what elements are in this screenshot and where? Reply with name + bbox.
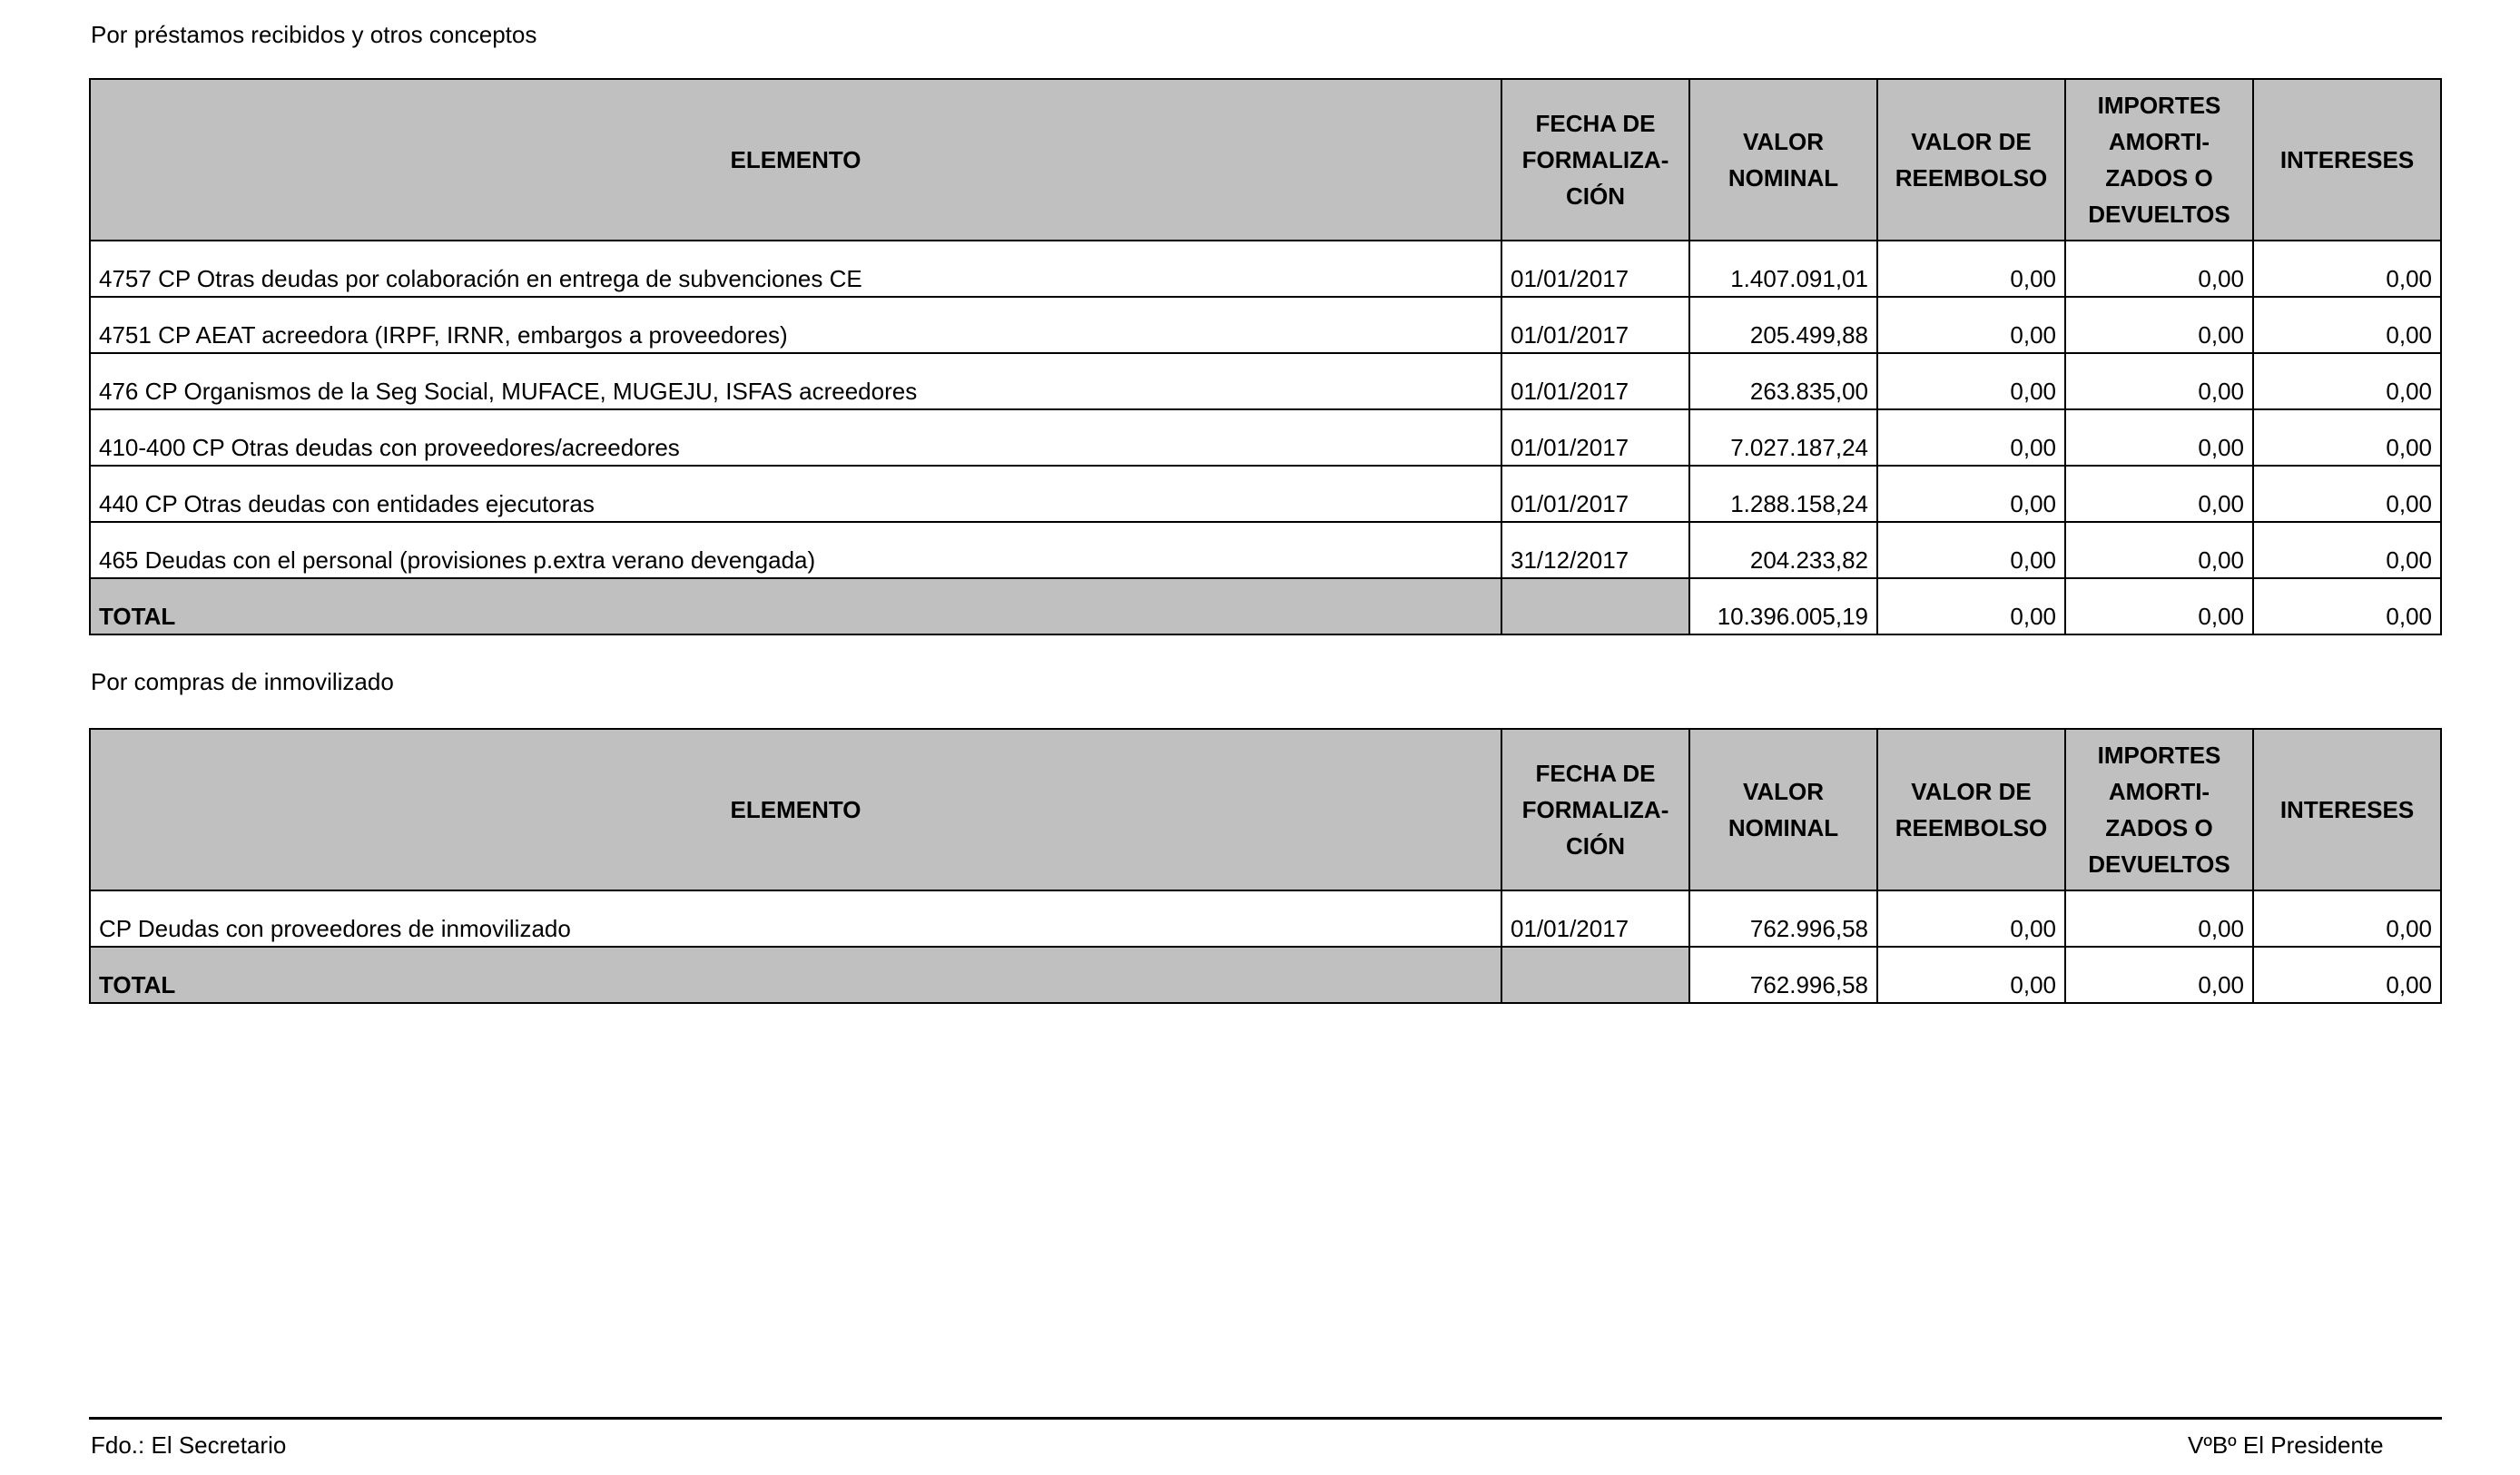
header-valor-reembolso: VALOR DE REEMBOLSO: [1877, 79, 2065, 241]
cell-intereses: 0,00: [2253, 297, 2441, 353]
cell-valor-reembolso: 0,00: [1877, 241, 2065, 297]
total-label: TOTAL: [90, 947, 1501, 1003]
cell-elemento: 476 CP Organismos de la Seg Social, MUFACE, MUGEJU, ISFAS acreedores: [90, 353, 1501, 409]
total-fecha-empty: [1501, 947, 1689, 1003]
cell-valor-reembolso: 0,00: [1877, 297, 2065, 353]
cell-elemento: 465 Deudas con el personal (provisiones p.extra verano devengada): [90, 522, 1501, 578]
cell-elemento: CP Deudas con proveedores de inmovilizado: [90, 890, 1501, 947]
cell-valor-nominal: 263.835,00: [1689, 353, 1877, 409]
cell-intereses: 0,00: [2253, 353, 2441, 409]
total-row: [90, 578, 2441, 634]
cell-valor-reembolso: 0,00: [1877, 522, 2065, 578]
header-intereses: INTERESES: [2253, 79, 2441, 241]
cell-intereses: 0,00: [2253, 409, 2441, 466]
cell-importes: 0,00: [2065, 241, 2253, 297]
signature-presidente: VºBº El Presidente: [2188, 1431, 2384, 1459]
total-importes: 0,00: [2065, 947, 2253, 1003]
cell-importes: 0,00: [2065, 466, 2253, 522]
cell-valor-nominal: 1.288.158,24: [1689, 466, 1877, 522]
cell-elemento: 4751 CP AEAT acreedora (IRPF, IRNR, embargos a proveedores): [90, 297, 1501, 353]
table-row: [90, 241, 2441, 297]
cell-fecha: 01/01/2017: [1501, 297, 1689, 353]
total-importes: 0,00: [2065, 578, 2253, 634]
cell-fecha: 01/01/2017: [1501, 890, 1689, 947]
table-row: [90, 466, 2441, 522]
loans-table: [89, 78, 2442, 635]
cell-intereses: 0,00: [2253, 466, 2441, 522]
section-caption-inmovilizado: Por compras de inmovilizado: [91, 668, 394, 695]
header-elemento: ELEMENTO: [90, 729, 1501, 890]
header-valor-reembolso: VALOR DE REEMBOLSO: [1877, 729, 2065, 890]
header-importes: IMPORTES AMORTI-ZADOS O DEVUELTOS: [2065, 79, 2253, 241]
cell-elemento: 4757 CP Otras deudas por colaboración en entrega de subvenciones CE: [90, 241, 1501, 297]
total-fecha-empty: [1501, 578, 1689, 634]
table-row: [90, 353, 2441, 409]
cell-valor-nominal: 762.996,58: [1689, 890, 1877, 947]
cell-intereses: 0,00: [2253, 522, 2441, 578]
cell-intereses: 0,00: [2253, 890, 2441, 947]
cell-valor-nominal: 1.407.091,01: [1689, 241, 1877, 297]
total-intereses: 0,00: [2253, 578, 2441, 634]
header-importes: IMPORTES AMORTI-ZADOS O DEVUELTOS: [2065, 729, 2253, 890]
cell-valor-reembolso: 0,00: [1877, 409, 2065, 466]
cell-intereses: 0,00: [2253, 241, 2441, 297]
inmovilizado-table: [89, 728, 2442, 1004]
cell-valor-nominal: 205.499,88: [1689, 297, 1877, 353]
cell-importes: 0,00: [2065, 522, 2253, 578]
cell-fecha: 31/12/2017: [1501, 522, 1689, 578]
total-intereses: 0,00: [2253, 947, 2441, 1003]
cell-importes: 0,00: [2065, 297, 2253, 353]
cell-fecha: 01/01/2017: [1501, 241, 1689, 297]
cell-fecha: 01/01/2017: [1501, 466, 1689, 522]
header-valor-nominal: VALOR NOMINAL: [1689, 729, 1877, 890]
cell-importes: 0,00: [2065, 890, 2253, 947]
header-valor-nominal: VALOR NOMINAL: [1689, 79, 1877, 241]
cell-valor-reembolso: 0,00: [1877, 353, 2065, 409]
header-row: [90, 79, 2441, 241]
table-row: [90, 890, 2441, 947]
table-row: [90, 297, 2441, 353]
section-caption-loans: Por préstamos recibidos y otros conceptos: [91, 21, 537, 48]
total-label: TOTAL: [90, 578, 1501, 634]
cell-elemento: 410-400 CP Otras deudas con proveedores/acreedores: [90, 409, 1501, 466]
header-elemento: ELEMENTO: [90, 79, 1501, 241]
table-row: [90, 409, 2441, 466]
cell-fecha: 01/01/2017: [1501, 409, 1689, 466]
header-intereses: INTERESES: [2253, 729, 2441, 890]
footer-divider: [89, 1417, 2442, 1420]
total-valor-nominal: 10.396.005,19: [1689, 578, 1877, 634]
total-row: [90, 947, 2441, 1003]
cell-elemento: 440 CP Otras deudas con entidades ejecutoras: [90, 466, 1501, 522]
header-fecha: FECHA DE FORMALIZA-CIÓN: [1501, 729, 1689, 890]
cell-valor-nominal: 7.027.187,24: [1689, 409, 1877, 466]
header-fecha: FECHA DE FORMALIZA-CIÓN: [1501, 79, 1689, 241]
table-row: [90, 522, 2441, 578]
cell-valor-reembolso: 0,00: [1877, 466, 2065, 522]
cell-valor-nominal: 204.233,82: [1689, 522, 1877, 578]
signature-secretario: Fdo.: El Secretario: [91, 1431, 287, 1459]
cell-fecha: 01/01/2017: [1501, 353, 1689, 409]
header-row: [90, 729, 2441, 890]
cell-importes: 0,00: [2065, 409, 2253, 466]
total-valor-reembolso: 0,00: [1877, 578, 2065, 634]
cell-valor-reembolso: 0,00: [1877, 890, 2065, 947]
total-valor-nominal: 762.996,58: [1689, 947, 1877, 1003]
cell-importes: 0,00: [2065, 353, 2253, 409]
total-valor-reembolso: 0,00: [1877, 947, 2065, 1003]
